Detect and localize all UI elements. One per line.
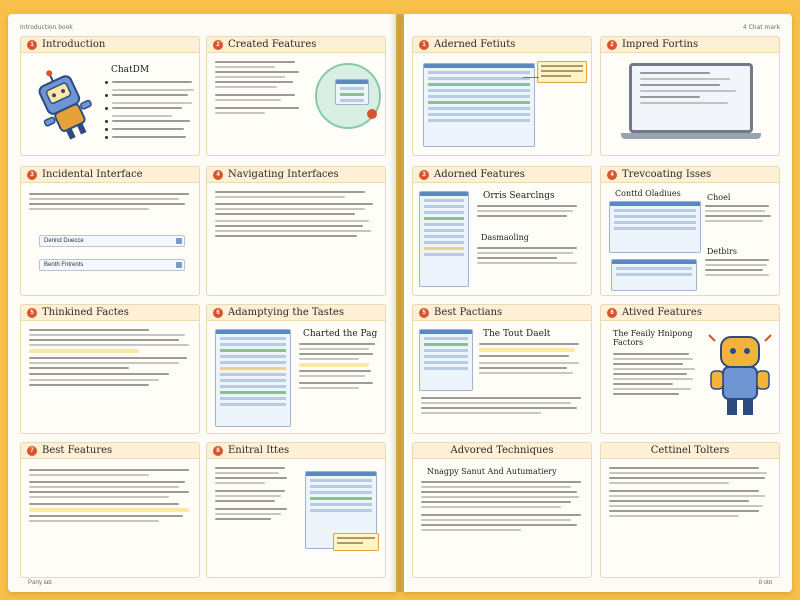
body-text	[477, 205, 585, 220]
section-title: Advored Techniques	[450, 445, 554, 456]
open-book	[8, 14, 792, 592]
section-aderned-fetiuts	[412, 36, 592, 156]
section-impred-fortins	[600, 36, 780, 156]
section-number: 5	[27, 308, 37, 318]
robot-mascot-icon	[707, 331, 773, 421]
section-header	[207, 443, 385, 459]
body-text	[299, 343, 379, 392]
body-text	[705, 259, 775, 279]
section-number: 8	[213, 446, 223, 456]
section-title: Created Features	[228, 39, 317, 50]
section-subtitle: Orris Searclngs	[483, 191, 555, 201]
example-screenshot	[419, 191, 469, 287]
section-cettinel-tolters	[600, 442, 780, 578]
right-page-header: 4 Chat mark	[742, 24, 780, 31]
section-subtitle-2: Choel	[707, 193, 731, 202]
section-header	[207, 305, 385, 321]
example-screenshot	[423, 63, 535, 147]
section-title: Navigating Interfaces	[228, 169, 339, 180]
section-header	[601, 167, 779, 183]
section-number: 1	[419, 40, 429, 50]
section-header	[21, 443, 199, 459]
example-screenshot	[419, 329, 473, 391]
section-number: 2	[213, 40, 223, 50]
body-text	[105, 81, 193, 144]
section-header	[207, 37, 385, 53]
section-subtitle-3: Detbirs	[707, 247, 737, 256]
section-header	[413, 37, 591, 53]
section-number: 6	[607, 308, 617, 318]
body-text	[215, 61, 311, 117]
callout-note	[537, 61, 587, 83]
body-text	[609, 467, 773, 520]
body-text	[421, 481, 585, 534]
section-title: Aderned Fetiuts	[434, 39, 516, 50]
feature-illustration	[315, 63, 381, 129]
right-page-footer: 8 obt	[758, 580, 772, 586]
body-text	[613, 353, 699, 398]
section-header	[21, 167, 199, 183]
section-header	[21, 305, 199, 321]
section-header	[21, 37, 199, 53]
left-page	[8, 14, 396, 592]
callout-arrow	[523, 77, 539, 78]
section-navigating-interfaces	[206, 166, 386, 296]
body-text	[479, 343, 587, 377]
section-title: Trevcoating Isses	[622, 169, 712, 180]
section-header	[413, 167, 591, 183]
section-number: 4	[213, 170, 223, 180]
section-title: Atived Features	[622, 307, 702, 318]
section-number: 7	[27, 446, 37, 456]
section-best-pactians	[412, 304, 592, 434]
section-title: Adorned Features	[434, 169, 525, 180]
section-number: 6	[213, 308, 223, 318]
section-title: Adamptying the Tastes	[228, 307, 344, 318]
section-number: 4	[607, 170, 617, 180]
example-input-2[interactable]: Benth Fntrents	[39, 259, 185, 271]
section-header	[601, 305, 779, 321]
section-incidental-interface	[20, 166, 200, 296]
section-subtitle: Conttd Oladiues	[615, 189, 681, 198]
section-subtitle: Charted the Pag	[303, 329, 378, 339]
section-introduction	[20, 36, 200, 156]
section-advored-techniques	[412, 442, 592, 578]
section-title: Best Pactians	[434, 307, 503, 318]
section-adorned-features	[412, 166, 592, 296]
section-enitral-ittes	[206, 442, 386, 578]
section-atived-features	[600, 304, 780, 434]
section-title: Impred Fortins	[622, 39, 699, 50]
section-header	[207, 167, 385, 183]
example-screenshot-2	[611, 259, 697, 291]
section-best-features	[20, 442, 200, 578]
section-subtitle: Nnagpy Sanut And Autumatiery	[427, 467, 557, 476]
body-text	[215, 191, 379, 240]
body-text	[477, 247, 585, 267]
section-title: Incidental Interface	[42, 169, 143, 180]
section-subtitle: The Feaily Hnipong Factors	[613, 329, 693, 347]
section-title: Best Features	[42, 445, 113, 456]
right-page	[404, 14, 792, 592]
section-header	[601, 37, 779, 53]
section-trevcoating-isses	[600, 166, 780, 296]
section-subtitle: The Tout Daelt	[483, 329, 551, 339]
section-header	[413, 443, 591, 459]
laptop-illustration	[621, 63, 761, 147]
callout-note	[333, 533, 379, 551]
section-header	[413, 305, 591, 321]
example-screenshot	[215, 329, 291, 427]
body-text	[29, 193, 193, 213]
section-thinkined-factes	[20, 304, 200, 434]
section-number: 2	[607, 40, 617, 50]
section-number: 3	[419, 170, 429, 180]
body-text	[705, 205, 775, 225]
example-screenshot	[609, 201, 701, 253]
body-text	[421, 397, 585, 417]
body-text	[29, 469, 193, 525]
body-text	[29, 329, 193, 389]
section-number: 1	[27, 40, 37, 50]
section-number: 5	[419, 308, 429, 318]
section-title: Enitral Ittes	[228, 445, 290, 456]
section-title: Thinkined Factes	[42, 307, 129, 318]
left-page-footer: Party lab	[28, 580, 52, 586]
example-input-1[interactable]: Derind Duecce	[39, 235, 185, 247]
section-title: Introduction	[42, 39, 106, 50]
section-number: 3	[27, 170, 37, 180]
body-text	[215, 467, 295, 523]
section-header	[601, 443, 779, 459]
section-subtitle: ChatDM	[111, 65, 150, 75]
robot-mascot-icon	[29, 65, 99, 145]
section-subtitle-2: Dasmaoling	[481, 233, 529, 242]
section-title: Cettinel Tolters	[650, 445, 730, 456]
section-created-features	[206, 36, 386, 156]
section-adamptying-the-tastes	[206, 304, 386, 434]
left-page-header: Introduction book	[20, 24, 73, 31]
